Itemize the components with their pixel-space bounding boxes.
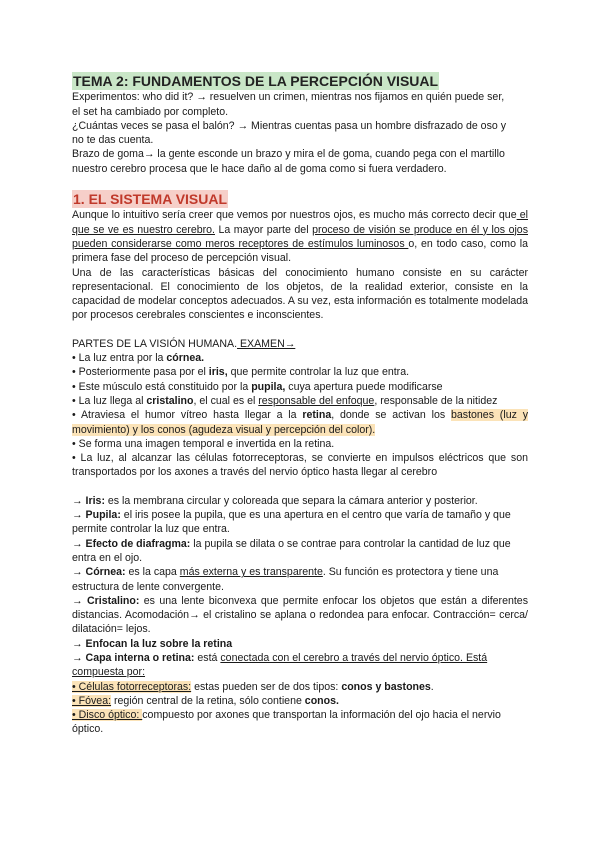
text-run: • La luz entra por la <box>72 352 167 365</box>
definition-enfocan <box>72 637 528 651</box>
section-heading: 1. EL SISTEMA VISUAL <box>73 191 228 208</box>
definition-retina <box>72 651 528 680</box>
highlighted-text: bastones (luz y movimiento) y los conos (agudeza visual y percepción del color). <box>72 409 528 436</box>
intro-line: nuestro cerebro procesa que le hace daño al de goma como si fuera verdadero. <box>72 162 447 175</box>
bold-term: córnea. <box>166 352 205 365</box>
definition-term: → Iris: <box>72 494 105 507</box>
intro-line: el set ha cambiado por completo. <box>72 105 229 118</box>
parts-heading <box>72 337 528 351</box>
document-title: TEMA 2: FUNDAMENTOS DE LA PERCEPCIÓN VISUAL <box>73 73 439 89</box>
section-paragraph-1 <box>72 208 528 265</box>
bold-term: iris, <box>208 366 228 379</box>
exam-marker: EXAMEN→ <box>237 337 296 350</box>
spacer <box>72 323 528 337</box>
text-run: • Posteriormente pasa por el <box>72 366 209 379</box>
text-run: La mayor parte del <box>215 223 313 236</box>
text-run: o, en todo caso, como la primera fase del proceso de percepción visual. <box>72 237 528 265</box>
text-run: • Atraviesa el humor vítreo hasta llegar a la <box>72 409 303 422</box>
definition-text: es la membrana circular y coloreada que separa la cámara anterior y posterior. <box>104 494 478 507</box>
definition-text: la pupila se dilata o se contrae para controlar la cantidad de luz que entra en el ojo. <box>72 537 511 564</box>
parts-heading-text: PARTES DE LA VISIÓN HUMANA. <box>72 337 238 350</box>
intro-line: Experimentos: who did it? → resuelven un crimen, mientras nos fijamos en quién puede ser, <box>72 91 505 104</box>
intro-line: ¿Cuántas veces se pasa el balón? → Mientras cuentas pasa un hombre disfrazado de oso y <box>72 119 507 132</box>
bullet-item <box>72 351 528 365</box>
underlined-text: el que se ve es nuestro cerebro. <box>72 209 528 236</box>
underlined-text: proceso de visión se produce en él y los ojos pueden considerarse como meros receptores de estímulos luminosos <box>72 223 528 250</box>
bullet-item <box>72 394 528 408</box>
retina-part-fovea <box>72 694 528 708</box>
text-run: • La luz llega al <box>72 394 147 407</box>
text-run: • Este músculo está constituido por la <box>72 380 252 393</box>
highlighted-text: • Células fotorreceptoras: <box>72 680 192 693</box>
retina-part-celulas <box>72 680 528 694</box>
bullet-item <box>72 408 528 437</box>
bold-term: retina <box>302 409 332 422</box>
bold-term: conos y bastones <box>341 680 431 693</box>
text-run: , donde se activan los <box>331 409 451 422</box>
underlined-text: más externa y es transparente <box>179 566 323 579</box>
definition-term: → Córnea: <box>72 566 126 579</box>
definition-text: estas pueden ser de dos tipos: <box>191 680 342 693</box>
spacer <box>72 176 528 190</box>
definition-text: compuesto por axones que transportan la información del ojo hacia el nervio óptico. <box>72 709 501 736</box>
definition-pupila <box>72 508 528 537</box>
period: . <box>430 680 434 693</box>
bullet-item <box>72 380 528 394</box>
intro-line: no te das cuenta. <box>72 134 154 147</box>
definition-text: es una lente biconvexa que permite enfocar los objetos que están a diferentes distancias. Acomodación→ el cristalino se aplana o redondea para enfocar. Contracción= cerca/ dilatación= lejos. <box>72 594 528 636</box>
definition-diafragma <box>72 537 528 566</box>
spacer <box>72 480 528 494</box>
text-run: Aunque lo intuitivo sería creer que vemos por nuestros ojos, es mucho más correcto decir que <box>72 209 517 222</box>
definition-cornea <box>72 565 528 594</box>
definition-text: el iris posee la pupila, que es una apertura en el centro que varía de tamaño y que permite controlar la luz que entra. <box>72 509 511 536</box>
highlighted-text: • Fóvea: <box>72 694 112 707</box>
intro-line: Brazo de goma→ la gente esconde un brazo y mira el de goma, cuando pega con el martillo <box>72 148 505 161</box>
definition-text: es la capa <box>125 566 180 579</box>
definition-term: → Efecto de diafragma: <box>72 537 191 550</box>
definition-term: → Cristalino: <box>72 594 140 607</box>
section-paragraph-2: Una de las características básicas del conocimiento humano consiste en su carácter representacional. El conocimiento de los objetos, de la realidad exterior, consiste en la capacidad de modelar conceptos adecuados. A su vez, esta información es totalmente modelada por procesos cerebrales conscientes e inconscientes. <box>72 266 528 322</box>
underlined-text: conectada con el cerebro a través del nervio óptico. Está compuesta por: <box>72 651 488 679</box>
definition-text: . Su función es protectora y tiene una estructura de lente convergente. <box>72 566 499 593</box>
bold-term: conos. <box>304 694 339 707</box>
definition-term: → Capa interna o retina: <box>72 651 195 664</box>
definition-term: → Pupila: <box>72 509 121 522</box>
text-run: , el cual es el <box>193 394 259 407</box>
definition-text: región central de la retina, sólo contiene <box>111 694 305 707</box>
definition-cristalino <box>72 594 528 637</box>
retina-part-disco <box>72 708 528 737</box>
bullet-item <box>72 365 528 379</box>
bullet-item: • La luz, al alcanzar las células fotorreceptoras, se convierte en impulsos eléctricos que son transportados por los axones a través del nervio óptico hasta llegar al cerebro <box>72 452 528 479</box>
bold-term: cristalino <box>146 394 194 407</box>
text-run: cuya apertura puede modificarse <box>285 380 443 393</box>
highlighted-text: • Disco óptico: <box>72 709 143 722</box>
underlined-text: responsable del enfoque <box>258 394 375 407</box>
bullet-item: • Se forma una imagen temporal e invertida en la retina. <box>72 437 335 450</box>
definition-iris <box>72 494 528 508</box>
text-run: que permite controlar la luz que entra. <box>227 366 410 379</box>
definition-text: está <box>194 651 221 664</box>
text-run: , responsable de la nitidez <box>374 394 498 407</box>
definition-term: → Enfocan la luz sobre la retina <box>72 637 233 650</box>
bold-term: pupila, <box>251 380 286 393</box>
intro-block <box>72 90 528 176</box>
